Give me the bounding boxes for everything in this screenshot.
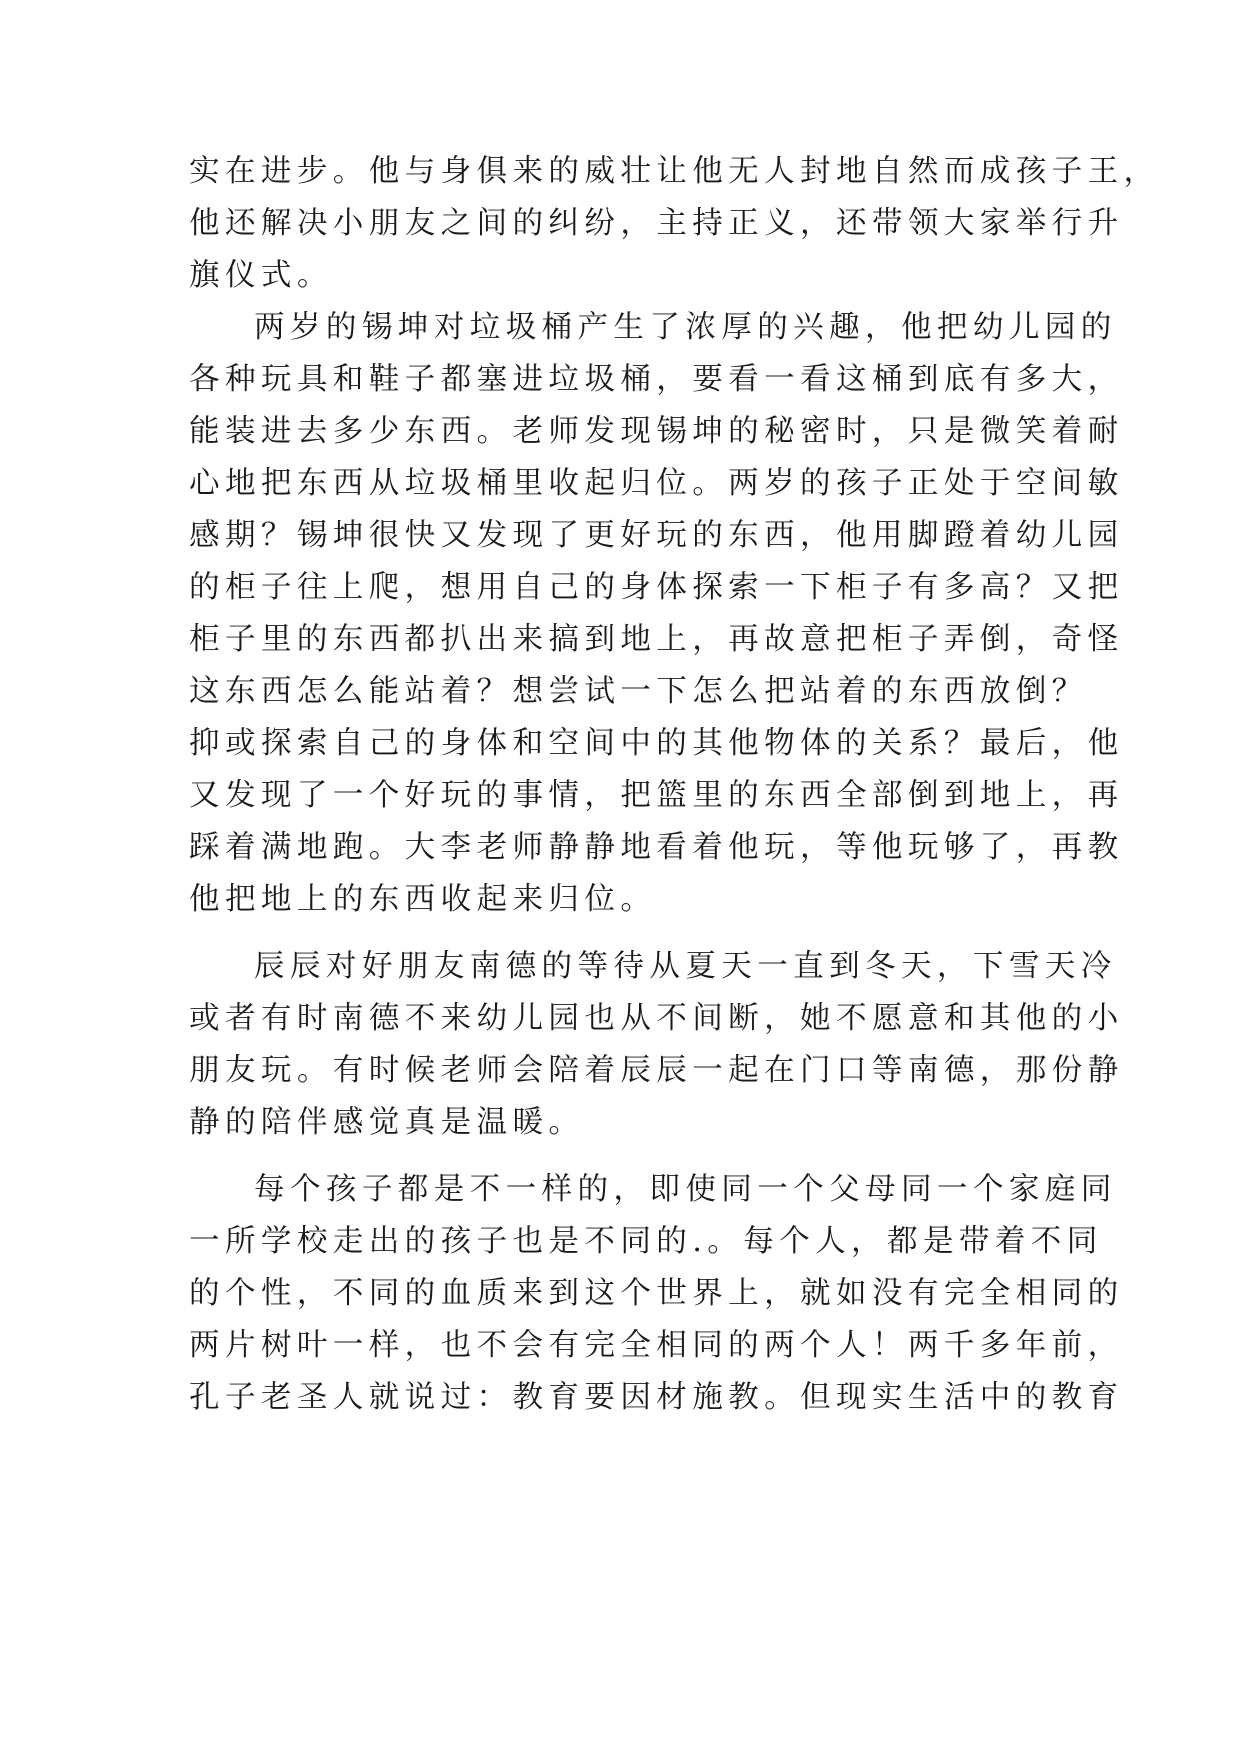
text-line: 他还解决小朋友之间的纠纷，主持正义，还带领大家举行升: [189, 206, 1124, 241]
text-line: 又发现了一个好玩的事情，把篮里的东西全部倒到地上，再: [189, 778, 1124, 813]
text-line: 柜子里的东西都扒出来搞到地上，再故意把柜子弄倒，奇怪: [189, 622, 1124, 657]
text-line: 心地把东西从垃圾桶里收起归位。两岁的孩子正处于空间敏: [189, 466, 1124, 501]
text-line: 或者有时南德不来幼儿园也从不间断，她不愿意和其他的小: [189, 1001, 1124, 1036]
text-line: 踩着满地跑。大李老师静静地看着他玩，等他玩够了，再教: [189, 830, 1124, 865]
text-line: 感期？锡坤很快又发现了更好玩的东西，他用脚蹬着幼儿园: [189, 518, 1124, 553]
text-line: 朋友玩。有时候老师会陪着辰辰一起在门口等南德，那份静: [189, 1053, 1124, 1088]
paragraph-first-line: 每个孩子都是不一样的，即使同一个父母同一个家庭同: [254, 1172, 1117, 1207]
paragraph-first-line: 辰辰对好朋友南德的等待从夏天一直到冬天，下雪天冷: [254, 949, 1117, 984]
text-line: 能装进去多少东西。老师发现锡坤的秘密时，只是微笑着耐: [189, 414, 1124, 449]
text-line: 一所学校走出的孩子也是不同的.。每个人，都是带着不同: [189, 1224, 1103, 1259]
text-line: 这东西怎么能站着？想尝试一下怎么把站着的东西放倒？: [189, 674, 1088, 709]
text-line: 他把地上的东西收起来归位。: [189, 882, 657, 917]
text-line: 静的陪伴感觉真是温暖。: [189, 1105, 585, 1140]
text-line: 两片树叶一样，也不会有完全相同的两个人！两千多年前，: [189, 1328, 1124, 1363]
text-line: 实在进步。他与身俱来的威壮让他无人封地自然而成孩子王，: [189, 154, 1160, 189]
text-line: 的柜子往上爬，想用自己的身体探索一下柜子有多高？又把: [189, 570, 1124, 605]
text-line: 孔子老圣人就说过：教育要因材施教。但现实生活中的教育: [189, 1380, 1124, 1415]
text-line: 旗仪式。: [189, 258, 333, 293]
text-line: 抑或探索自己的身体和空间中的其他物体的关系？最后，他: [189, 726, 1124, 761]
text-line: 的个性，不同的血质来到这个世界上，就如没有完全相同的: [189, 1276, 1124, 1311]
text-line: 各种玩具和鞋子都塞进垃圾桶，要看一看这桶到底有多大，: [189, 362, 1124, 397]
paragraph-first-line: 两岁的锡坤对垃圾桶产生了浓厚的兴趣，他把幼儿园的: [254, 310, 1117, 345]
